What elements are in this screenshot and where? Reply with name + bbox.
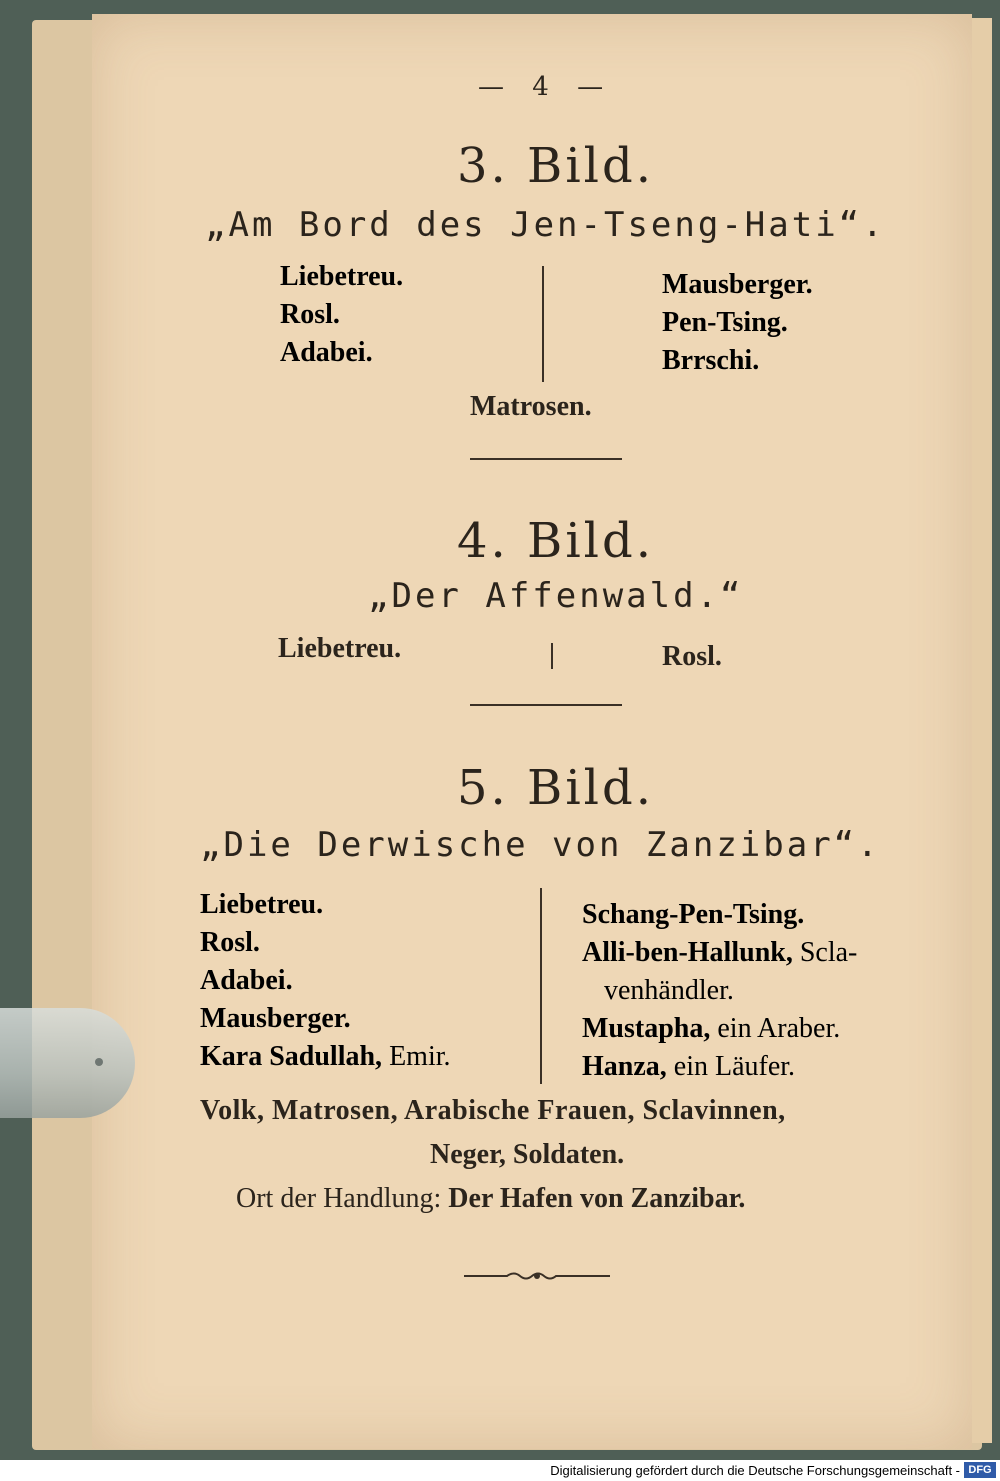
cast-name: Liebetreu.: [200, 889, 324, 920]
section-5-subtitle: „Die Derwische von Zanzibar“.: [200, 825, 881, 865]
location-line: [236, 1180, 745, 1218]
column-divider: [542, 266, 544, 382]
cast-name: Rosl.: [200, 927, 260, 958]
cast-name: Schang-Pen-Tsing.: [582, 899, 805, 930]
cast-name: Mausberger.: [662, 269, 813, 300]
cast-entry: [582, 896, 857, 934]
section-divider: [470, 458, 622, 460]
cast-name: Mausberger.: [200, 1003, 351, 1034]
column-divider: [540, 888, 542, 1084]
cast-name: Rosl.: [280, 299, 340, 330]
cast-role: Emir.: [382, 1041, 451, 1072]
cast-name: Brrschi.: [662, 345, 760, 376]
section-5-ensemble-line-2: Neger, Soldaten.: [430, 1139, 625, 1170]
cast-role: venhändler.: [604, 975, 734, 1006]
section-4-subtitle: „Der Affenwald.“: [368, 576, 744, 616]
cast-entry: [582, 934, 857, 972]
cast-name: Hanza,: [582, 1051, 667, 1082]
page-clip: [0, 1008, 135, 1118]
ornament-flourish: [462, 1268, 612, 1284]
cast-role: ein Araber.: [710, 1013, 841, 1044]
cast-role: Scla-: [792, 937, 858, 968]
column-divider: [551, 643, 553, 669]
section-3-title: 3. Bild.: [457, 138, 655, 194]
section-3-cast-left: [280, 258, 403, 372]
section-5-cast-left: [200, 886, 451, 1076]
funding-notice: Digitalisierung gefördert durch die Deutsche Forschungsgemeinschaft -: [550, 1463, 960, 1478]
cast-entry: [200, 962, 451, 1000]
page-number: — 4 —: [478, 72, 614, 102]
cast-name: Alli-ben-Hallunk,: [582, 937, 793, 968]
section-3-cast-right: [662, 266, 813, 380]
cast-name: Kara Sadullah,: [200, 1041, 383, 1072]
cast-entry: [200, 886, 451, 924]
cast-name: Adabei.: [280, 337, 373, 368]
section-divider: [470, 704, 622, 706]
cast-name: Pen-Tsing.: [662, 307, 788, 338]
page-clip-dot: [95, 1058, 103, 1066]
cast-name: Liebetreu.: [278, 633, 402, 664]
cast-entry: [200, 924, 451, 962]
cast-entry: [582, 1010, 857, 1048]
cast-entry: [582, 1048, 857, 1086]
cast-name: Rosl.: [662, 641, 722, 672]
cast-role: ein Läufer.: [666, 1051, 796, 1082]
cast-name: Liebetreu.: [280, 261, 404, 292]
cast-entry: [582, 972, 857, 1010]
cast-entry: [200, 1000, 451, 1038]
dfg-logo: DFG: [964, 1462, 996, 1478]
cast-name: Adabei.: [200, 965, 293, 996]
section-5-title: 5. Bild.: [457, 760, 655, 816]
cast-entry: [200, 1038, 451, 1076]
section-5-ensemble-line-1: Volk, Matrosen, Arabische Frauen, Sclavinnen,: [200, 1095, 786, 1126]
location-label: Ort der Handlung:: [236, 1183, 442, 1214]
cast-name: Mustapha,: [582, 1013, 711, 1044]
footer-bar: [0, 1460, 1000, 1481]
location-value: Der Hafen von Zanzibar.: [448, 1183, 746, 1214]
section-4-title: 4. Bild.: [457, 513, 655, 569]
section-3-ensemble: Matrosen.: [470, 391, 592, 422]
section-5-cast-right: [582, 896, 857, 1086]
section-3-subtitle: „Am Bord des Jen-Tseng-Hati“.: [205, 205, 886, 245]
